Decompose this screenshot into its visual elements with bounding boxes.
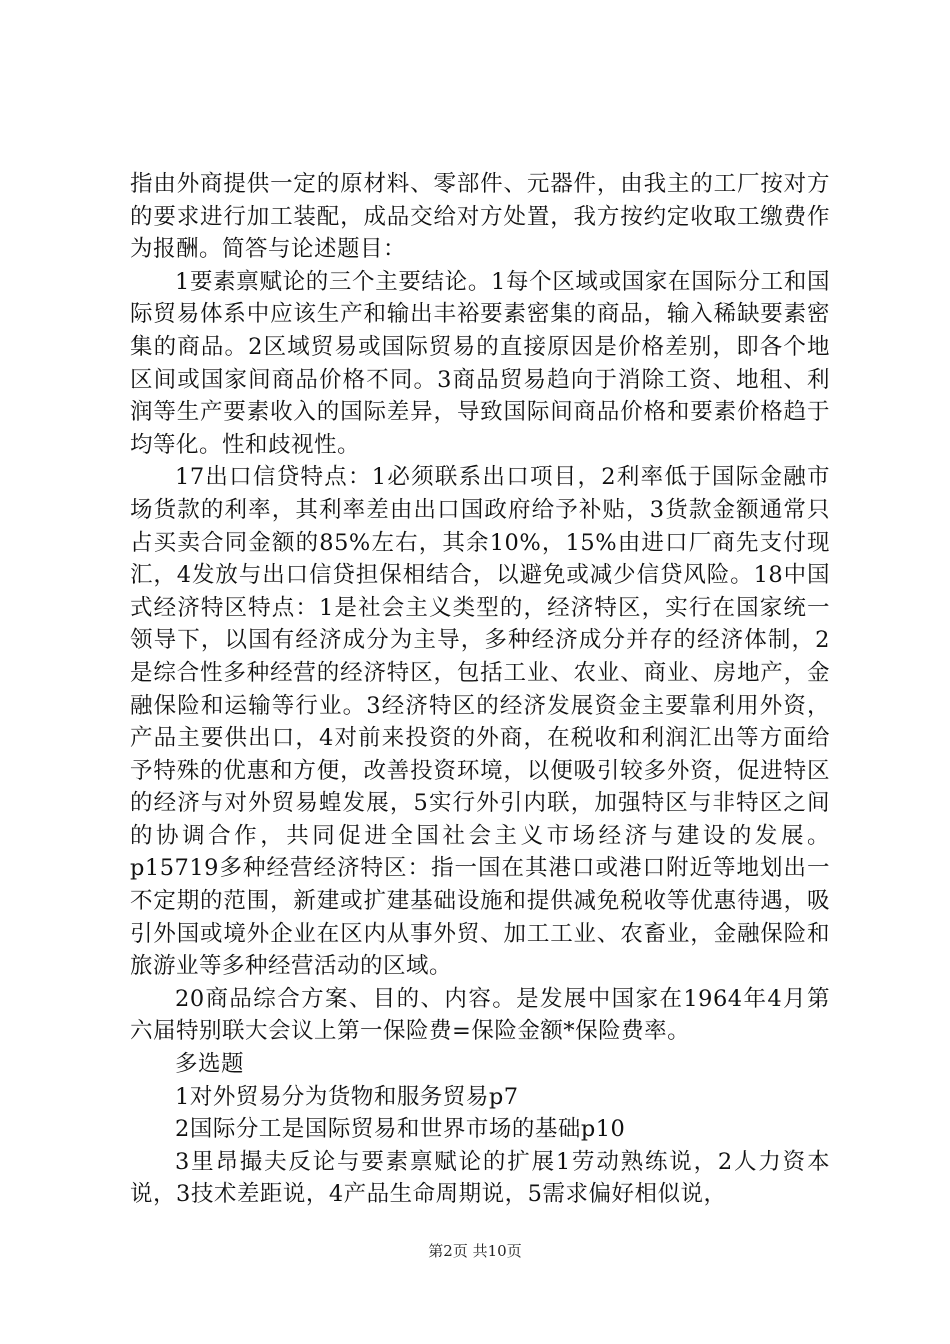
- paragraph-7: 2国际分工是国际贸易和世界市场的基础p10: [175, 1116, 626, 1143]
- paragraph-6: 1对外贸易分为货物和服务贸易p7: [175, 1083, 519, 1110]
- paragraph-8: 3里昂撮夫反论与要素禀赋论的扩展1劳动熟练说，2人力资本说，3技术差距说，4产品生命周期说，5需求偏好相似说，: [130, 1148, 830, 1208]
- section-heading-multiple-choice: 多选题: [175, 1051, 245, 1078]
- document-body: [130, 168, 830, 1211]
- paragraph-2: 1要素禀赋论的三个主要结论。1每个区域或国家在国际分工和国际贸易体系中应该生产和输出丰裕要素密集的商品，输入稀缺要素密集的商品。2区域贸易或国际贸易的直接原因是价格差别，即各个地区间或国家间商品价格不同。3商品贸易趋向于消除工资、地租、利润等生产要素收入的国际差异，导致国际间商品价格和要素价格趋于均等化。性和歧视性。: [130, 268, 830, 458]
- page-number-footer: 第2页 共10页: [428, 1242, 522, 1260]
- paragraph-3: 17出口信贷特点：1必须联系出口项目，2利率低于国际金融市场货款的利率，其利率差由出口国政府给予补贴，3货款金额通常只占买卖合同金额的85%左右，其余10%，15%由进口厂商先支付现汇，4发放与出口信贷担保相结合，以避免或减少信贷风险。18中国式经济特区特点：1是社会主义类型的，经济特区，实行在国家统一领导下，以国有经济成分为主导，多种经济成分并存的经济体制，2是综合性多种经营的经济特区，包括工业、农业、商业、房地产，金融保险和运输等行业。3经济特区的经济发展资金主要靠利用外资，产品主要供出口，4对前来投资的外商，在税收和利润汇出等方面给予特殊的优惠和方便，改善投资环境，以便吸引较多外资，促进特区的经济与对外贸易蝗发展，5实行外引内联，加强特区与非特区之间的协调合作，共同促进全国社会主义市场经济与建设的发展。p15719多种经营经济特区：指一国在其港口或港口附近等地划出一不定期的范围，新建或扩建基础设施和提供减免税收等优惠待遇，吸引外国或境外企业在区内从事外贸、加工工业、农畜业，金融保险和旅游业等多种经营活动的区域。: [130, 464, 830, 980]
- paragraph-4: 20商品综合方案、目的、内容。是发展中国家在1964年4月第六届特别联大会议上第一保险费=保险金额*保险费率。: [130, 985, 830, 1045]
- paragraph-1: 指由外商提供一定的原材料、零部件、元器件，由我主的工厂按对方的要求进行加工装配，成品交给对方处置，我方按约定收取工缴费作为报酬。简答与论述题目：: [130, 171, 830, 263]
